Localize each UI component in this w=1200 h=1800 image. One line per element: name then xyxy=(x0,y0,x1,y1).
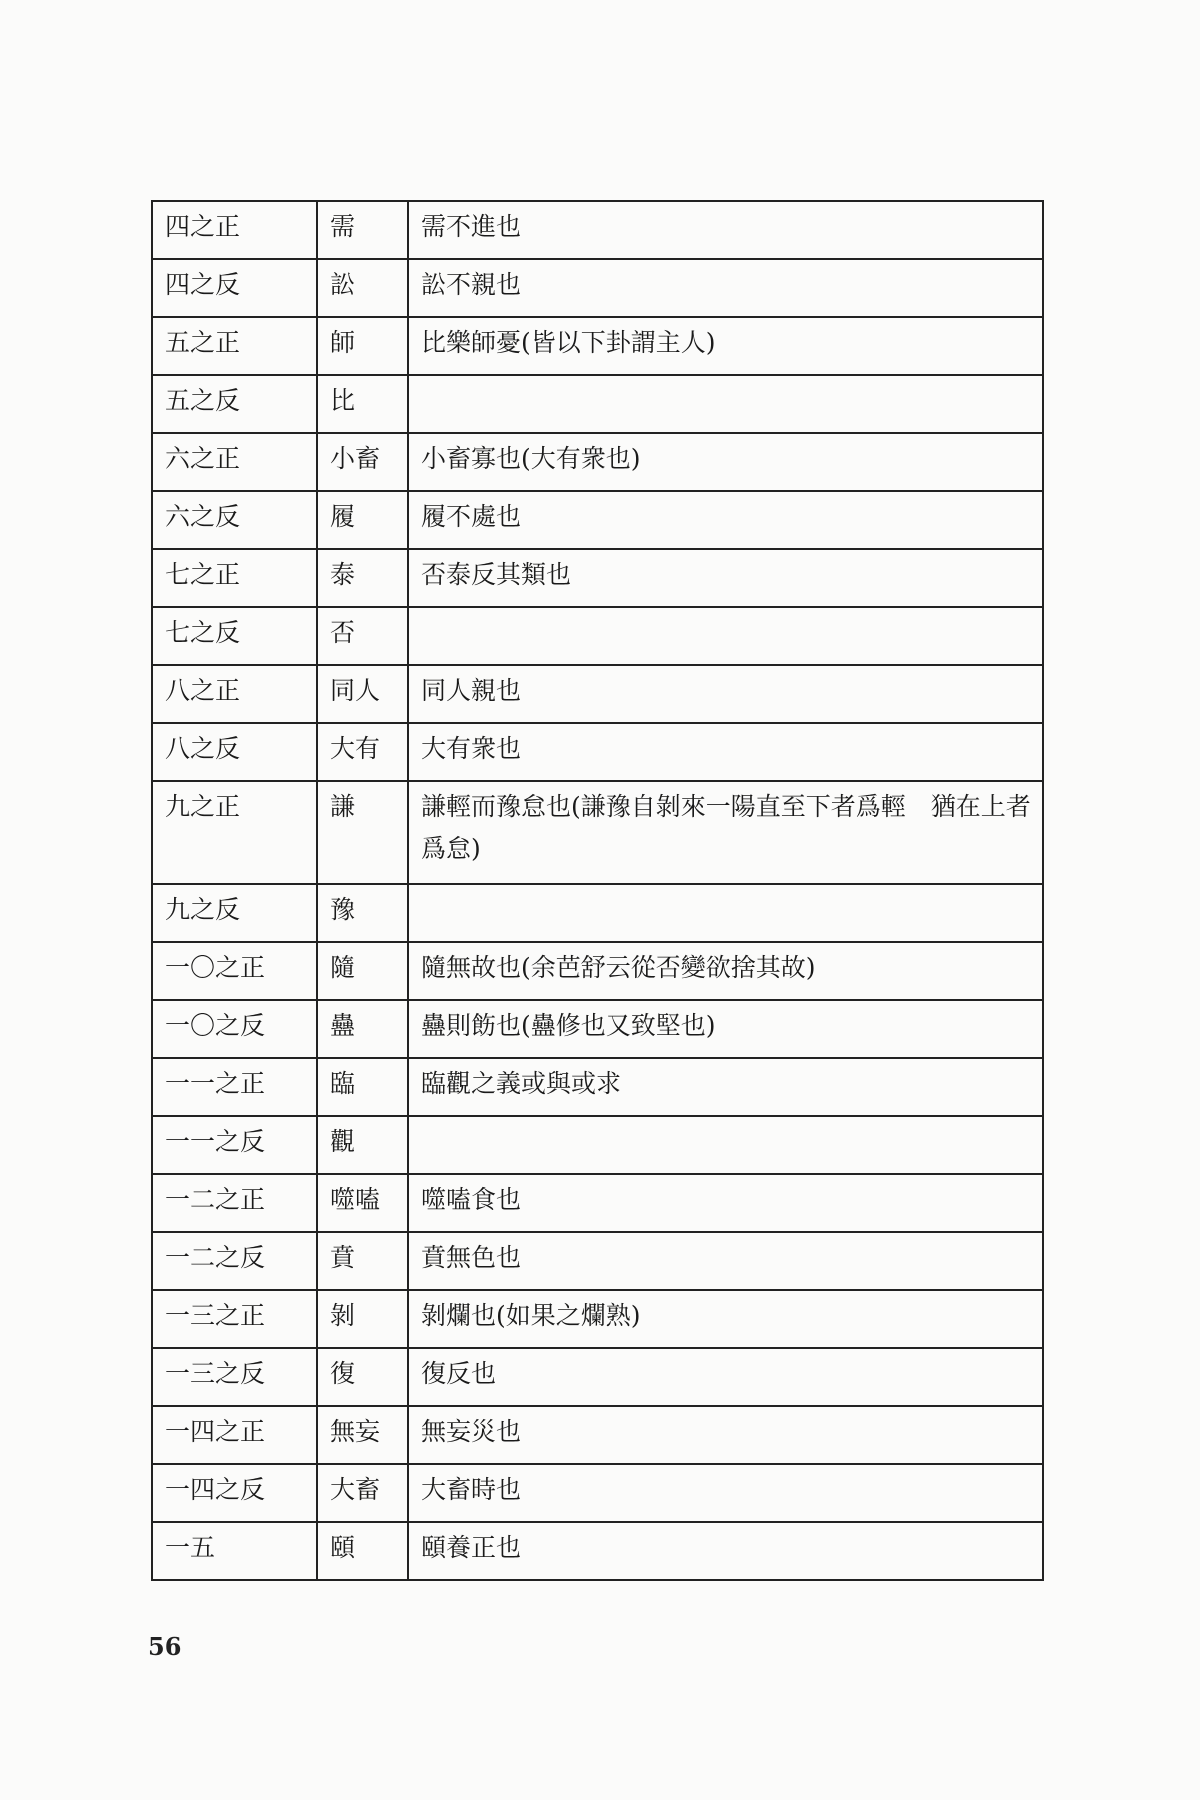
hexagram-cell: 觀 xyxy=(317,1116,408,1174)
hexagram-cell: 臨 xyxy=(317,1058,408,1116)
table-row xyxy=(152,1348,1043,1406)
table-row xyxy=(152,259,1043,317)
hexagram-cell: 賁 xyxy=(317,1232,408,1290)
note-cell: 賁無色也 xyxy=(408,1232,1043,1290)
note-cell xyxy=(408,607,1043,665)
hexagram-cell: 小畜 xyxy=(317,433,408,491)
order-cell: 一三之反 xyxy=(152,1348,317,1406)
table-row xyxy=(152,1522,1043,1580)
note-cell: 需不進也 xyxy=(408,201,1043,259)
hexagram-table xyxy=(151,200,1044,1581)
table-row xyxy=(152,1000,1043,1058)
order-cell: 八之正 xyxy=(152,665,317,723)
hexagram-cell: 比 xyxy=(317,375,408,433)
note-cell xyxy=(408,884,1043,942)
order-cell: 一一之正 xyxy=(152,1058,317,1116)
order-cell: 一四之反 xyxy=(152,1464,317,1522)
hexagram-cell: 無妄 xyxy=(317,1406,408,1464)
hexagram-cell: 噬嗑 xyxy=(317,1174,408,1232)
hexagram-cell: 需 xyxy=(317,201,408,259)
hexagram-cell: 謙 xyxy=(317,781,408,884)
note-cell: 比樂師憂(皆以下卦謂主人) xyxy=(408,317,1043,375)
note-cell: 大有衆也 xyxy=(408,723,1043,781)
hexagram-cell: 剝 xyxy=(317,1290,408,1348)
hexagram-cell: 豫 xyxy=(317,884,408,942)
order-cell: 一五 xyxy=(152,1522,317,1580)
table-row xyxy=(152,723,1043,781)
hexagram-cell: 否 xyxy=(317,607,408,665)
order-cell: 一〇之反 xyxy=(152,1000,317,1058)
order-cell: 六之反 xyxy=(152,491,317,549)
note-cell: 隨無故也(余芭舒云從否變欲捨其故) xyxy=(408,942,1043,1000)
order-cell: 七之反 xyxy=(152,607,317,665)
hexagram-cell: 同人 xyxy=(317,665,408,723)
note-cell: 臨觀之義或與或求 xyxy=(408,1058,1043,1116)
order-cell: 六之正 xyxy=(152,433,317,491)
order-cell: 四之正 xyxy=(152,201,317,259)
note-cell: 頤養正也 xyxy=(408,1522,1043,1580)
table-row xyxy=(152,1464,1043,1522)
hexagram-cell: 蠱 xyxy=(317,1000,408,1058)
note-cell: 否泰反其類也 xyxy=(408,549,1043,607)
page-number: 56 xyxy=(148,1632,182,1661)
hexagram-cell: 師 xyxy=(317,317,408,375)
table-row xyxy=(152,201,1043,259)
table-row xyxy=(152,1232,1043,1290)
note-cell: 無妄災也 xyxy=(408,1406,1043,1464)
order-cell: 九之反 xyxy=(152,884,317,942)
hexagram-cell: 大有 xyxy=(317,723,408,781)
note-cell xyxy=(408,1116,1043,1174)
table-row xyxy=(152,884,1043,942)
note-cell: 訟不親也 xyxy=(408,259,1043,317)
note-cell: 同人親也 xyxy=(408,665,1043,723)
table-row xyxy=(152,549,1043,607)
table-row xyxy=(152,317,1043,375)
table-row xyxy=(152,375,1043,433)
hexagram-cell: 頤 xyxy=(317,1522,408,1580)
table-row xyxy=(152,1116,1043,1174)
note-cell: 履不處也 xyxy=(408,491,1043,549)
order-cell: 五之正 xyxy=(152,317,317,375)
note-cell: 謙輕而豫怠也(謙豫自剝來一陽直至下者爲輕 猶在上者爲怠) xyxy=(408,781,1043,884)
table-row xyxy=(152,1406,1043,1464)
order-cell: 四之反 xyxy=(152,259,317,317)
order-cell: 一一之反 xyxy=(152,1116,317,1174)
table-row xyxy=(152,1290,1043,1348)
order-cell: 一二之正 xyxy=(152,1174,317,1232)
table-row xyxy=(152,781,1043,884)
table-row xyxy=(152,1174,1043,1232)
table-row xyxy=(152,942,1043,1000)
hexagram-cell: 復 xyxy=(317,1348,408,1406)
note-cell: 噬嗑食也 xyxy=(408,1174,1043,1232)
note-cell: 復反也 xyxy=(408,1348,1043,1406)
hexagram-cell: 履 xyxy=(317,491,408,549)
order-cell: 九之正 xyxy=(152,781,317,884)
order-cell: 一〇之正 xyxy=(152,942,317,1000)
hexagram-cell: 隨 xyxy=(317,942,408,1000)
note-cell xyxy=(408,375,1043,433)
table-row xyxy=(152,665,1043,723)
order-cell: 五之反 xyxy=(152,375,317,433)
note-cell: 蠱則飭也(蠱修也又致堅也) xyxy=(408,1000,1043,1058)
order-cell: 一三之正 xyxy=(152,1290,317,1348)
note-cell: 剝爛也(如果之爛熟) xyxy=(408,1290,1043,1348)
table-row xyxy=(152,433,1043,491)
order-cell: 八之反 xyxy=(152,723,317,781)
table-row xyxy=(152,1058,1043,1116)
order-cell: 一二之反 xyxy=(152,1232,317,1290)
order-cell: 一四之正 xyxy=(152,1406,317,1464)
note-cell: 大畜時也 xyxy=(408,1464,1043,1522)
order-cell: 七之正 xyxy=(152,549,317,607)
table-row xyxy=(152,491,1043,549)
hexagram-cell: 訟 xyxy=(317,259,408,317)
note-cell: 小畜寡也(大有衆也) xyxy=(408,433,1043,491)
table-row xyxy=(152,607,1043,665)
hexagram-cell: 大畜 xyxy=(317,1464,408,1522)
hexagram-cell: 泰 xyxy=(317,549,408,607)
